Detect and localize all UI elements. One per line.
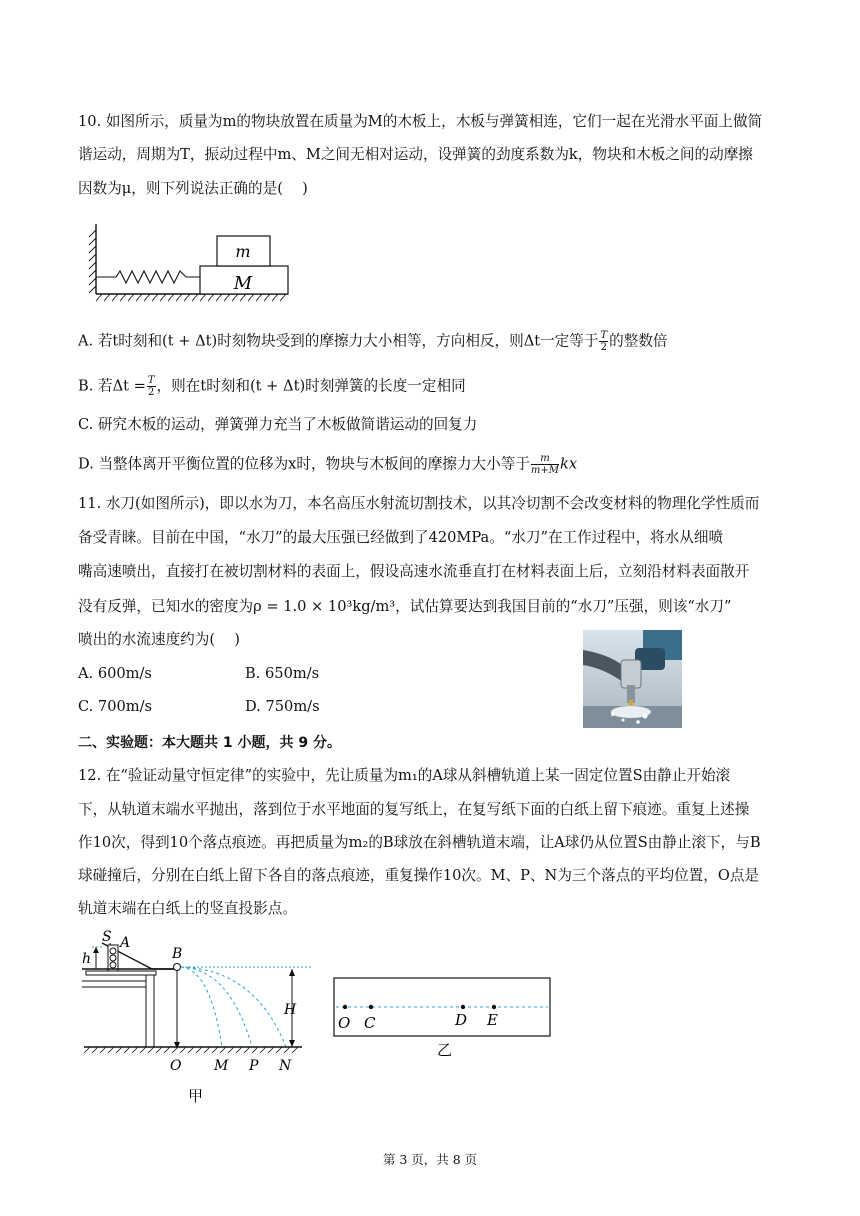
label-m-large: M [233,273,253,294]
point-e [492,1005,496,1009]
q10-option-a[interactable]: A. 若t时刻和(t + Δt)时刻物块受到的摩擦力大小相等，方向相反，则Δt一定等于 $\frac{T}{2}$ 的整数倍 [78,330,668,353]
label-p: P [249,1058,259,1074]
label-c: C [364,1014,376,1032]
q11-line-5: 喷出的水流速度约为( ) [78,631,240,648]
q11-option-b[interactable]: B. 650m/s [245,665,320,682]
label-o: O [338,1014,351,1032]
q11-line-2: 备受青睐。目前在中国，“水刀”的最大压强已经做到了420MPa。“水刀”在工作过程中，将水从细喷 [78,529,724,546]
q12-line-1: 12. 在“验证动量守恒定律”的实验中，先让质量为m₁的A球从斜槽轨道上某一固定位置S由静止开始滚 [78,767,731,784]
label-n: N [279,1058,292,1074]
caption-jia: 甲 [188,1087,204,1105]
fraction-t-over-2: $\frac{T}{2}$ [147,375,155,398]
label-m-small: m [235,242,251,261]
fraction-t-over-2: $\frac{T}{2}$ [600,330,608,353]
section-2-heading: 二、实验题：本大题共 1 小题，共 9 分。 [78,735,341,751]
waterjet-photo [583,630,682,728]
label-a: A [120,935,131,951]
label-o: O [170,1058,182,1074]
q10-option-d-text: D. 当整体离开平衡位置的位移为x时，物块与木板间的摩擦力大小等于 [78,455,530,473]
q10-option-b[interactable]: B. 若Δt = $\frac{T}{2}$ ，则在t时刻和(t + Δt)时刻弹簧的长度一定相同 [78,375,466,398]
fraction-m-over-m-plus-m: $\frac{m}{m+M}$ [530,453,560,476]
q10-option-b-text: B. 若Δt = [78,377,146,395]
q11-line-3: 嘴高速喷出，直接打在被切割材料的表面上，假设高速水流垂直打在材料表面上后，立刻沿材料表面散开 [78,563,750,580]
label-m: M [214,1058,229,1074]
label-s: S [102,929,112,945]
page-footer: 第 3 页，共 8 页 [382,1152,478,1167]
label-e: E [487,1011,498,1029]
figure-jia-chute-apparatus [80,925,315,1110]
point-c [369,1005,373,1009]
caption-yi: 乙 [437,1041,453,1059]
point-d [461,1005,465,1009]
label-d: D [455,1011,468,1029]
q10-option-c[interactable]: C. 研究木板的运动，弹簧弹力充当了木板做简谐运动的回复力 [78,416,478,433]
q11-option-c[interactable]: C. 700m/s [78,698,153,715]
spring-block-figure [86,222,296,304]
q11-line-4: 没有反弹，已知水的密度为ρ = 1.0 × 10³kg/m³，试估算要达到我国目前的“水刀”压强，则该“水刀” [78,598,732,615]
figure-yi-paper-strip [330,975,555,1060]
q11-option-a[interactable]: A. 600m/s [78,665,152,682]
q10-line-1: 10. 如图所示，质量为m的物块放置在质量为M的木板上，木板与弹簧相连，它们一起在光滑水平面上做简 [78,113,763,130]
spring [96,271,200,283]
q10-option-d[interactable]: D. 当整体离开平衡位置的位移为x时，物块与木板间的摩擦力大小等于 $\frac{m}{m+M}$ kx [78,453,578,476]
label-b: B [172,946,183,962]
q12-line-4: 球碰撞后，分别在白纸上留下各自的落点痕迹，重复操作10次。M、P、N为三个落点的平均位置，O点是 [78,867,760,884]
q12-line-5: 轨道末端在白纸上的竖直投影点。 [78,900,297,917]
q11-line-1: 11. 水刀(如图所示)，即以水为刀，本名高压水射流切割技术，以其冷切割不会改变材料的物理化学性质而 [78,495,760,512]
label-h-large: H [284,1002,297,1018]
point-o [343,1005,347,1009]
q10-line-2: 谐运动，周期为T，振动过程中m、M之间无相对运动，设弹簧的劲度系数为k，物块和木板之间的动摩擦 [78,146,753,163]
q11-option-d[interactable]: D. 750m/s [245,698,320,715]
q12-line-3: 作10次，得到10个落点痕迹。再把质量为m₂的B球放在斜槽轨道末端，让A球仍从位置S由静止滚下，与B [78,834,761,851]
q10-option-a-text: A. 若t时刻和(t + Δt)时刻物块受到的摩擦力大小相等，方向相反，则Δt一定等于 [78,332,599,350]
q12-line-2: 下，从轨道末端水平抛出，落到位于水平地面的复写纸上，在复写纸下面的白纸上留下痕迹。重复上述操 [78,801,750,818]
q10-line-3: 因数为μ，则下列说法正确的是( ) [78,180,308,197]
label-h-small: h [82,951,92,967]
